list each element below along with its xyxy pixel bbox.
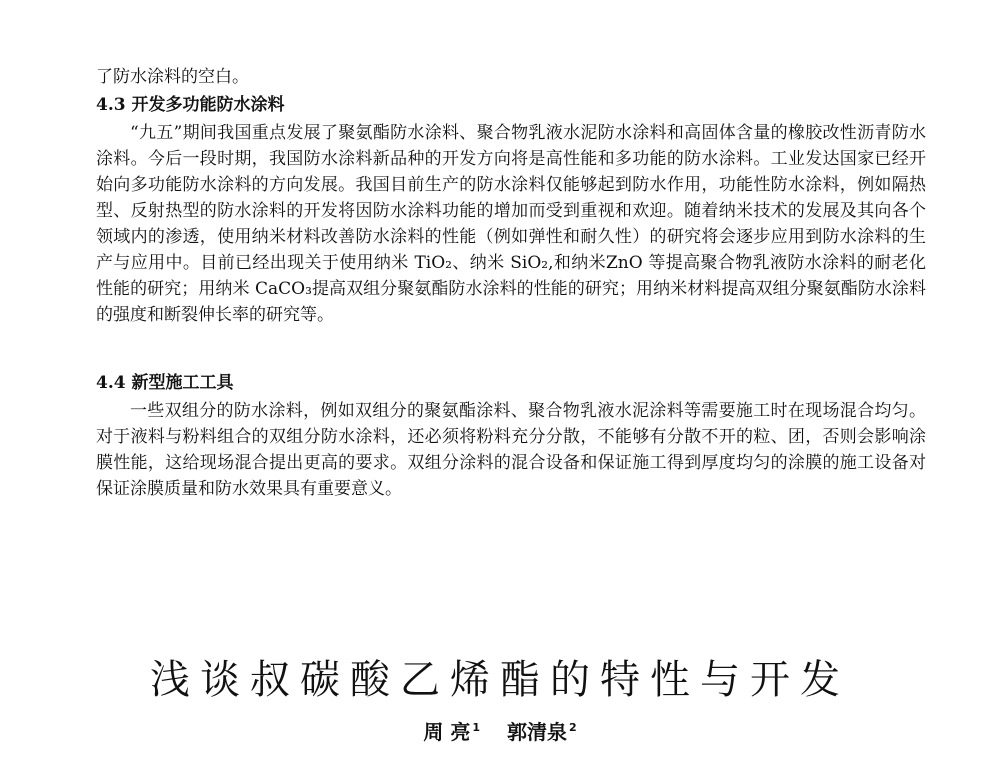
section-heading-4-4: 4.4 新型施工工具 [96,373,234,393]
author-2 [507,720,577,744]
author-1 [423,720,480,744]
section-heading-4-3: 4.3 开发多功能防水涂料 [96,95,285,115]
section-paragraph-4-4: 一些双组分的防水涂料，例如双组分的聚氨酯涂料、聚合物乳液水泥涂料等需要施工时在现场混合均匀。对于液料与粉料组合的双组分防水涂料，还必须将粉料充分分散，不能够有分散不开的粒、团，否则会影响涂膜性能，这给现场混合提出更高的要求。双组分涂料的混合设备和保证施工得到厚度均匀的涂膜的施工设备对保证涂膜质量和防水效果具有重要意义。 [96,401,926,499]
author-1-name: 周 亮 [423,720,471,744]
section-paragraph-4-3: “九五”期间我国重点发展了聚氨酯防水涂料、聚合物乳液水泥防水涂料和高固体含量的橡胶改性沥青防水涂料。今后一段时期，我国防水涂料新品种的开发方向将是高性能和多功能的防水涂料。工业发达国家已经开始向多功能防水涂料的方向发展。我国目前生产的防水涂料仅能够起到防水作用，功能性防水涂料，例如隔热型、反射热型的防水涂料的开发将因防水涂料功能的增加而受到重视和欢迎。随着纳米技术的发展及其向各个领域内的渗透，使用纳米材料改善防水涂料的性能（例如弹性和耐久性）的研究将会逐步应用到防水涂料的生产与应用中。目前已经出现关于使用纳米 TiO₂、纳米 SiO₂,和纳米ZnO 等提高聚合物乳液防水涂料的耐老化性能的研究；用纳米 CaCO₃提高双组分聚氨酯防水涂料的性能的研究；用纳米材料提高双组分聚氨酯防水涂料的强度和断裂伸长率的研究等。 [96,123,926,325]
author-2-name: 郭清泉 [506,720,567,744]
author-1-affiliation: 1 [472,721,480,735]
article-title: 浅谈叔碳酸乙烯酯的特性与开发 [150,657,850,703]
continuation-text: 了防水涂料的空白。 [96,67,249,87]
article-authors [0,716,1000,745]
author-2-affiliation: 2 [568,721,577,735]
